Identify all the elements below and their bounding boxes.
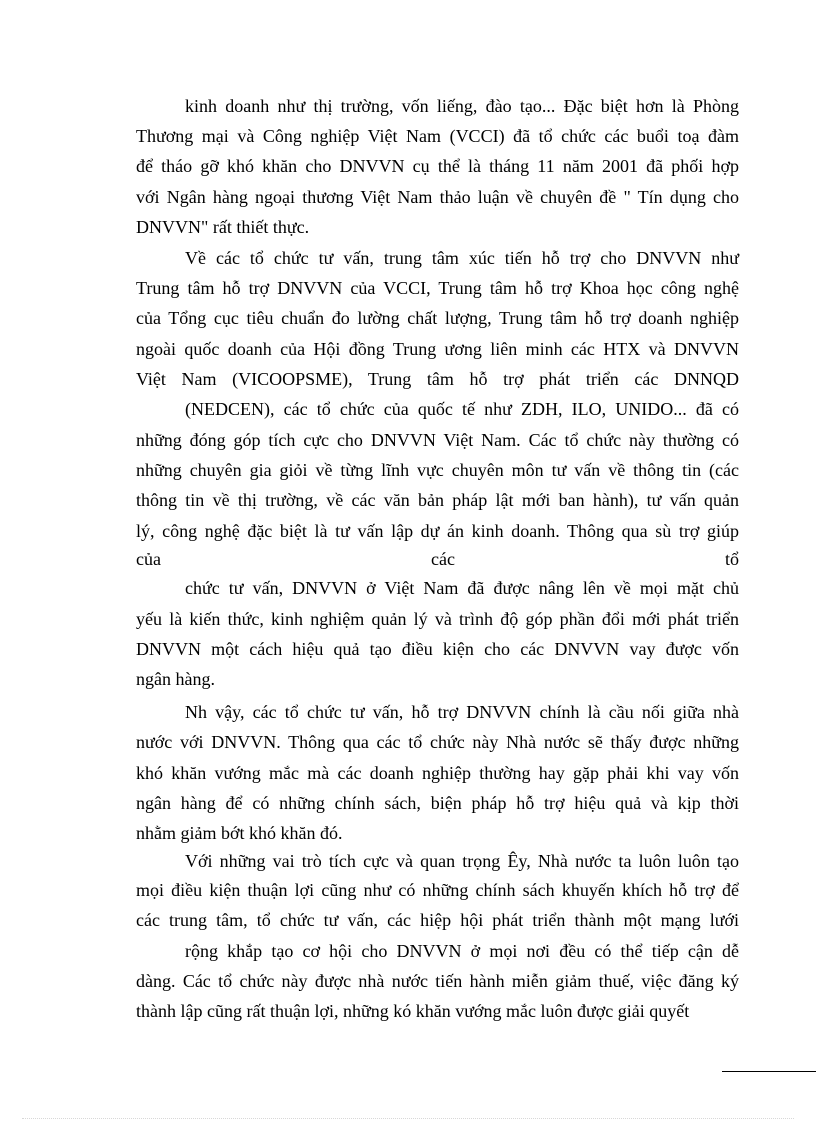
- page-edge-divider: [22, 1118, 794, 1119]
- text-line: nhằm giảm bớt khó khăn đó.: [136, 823, 343, 843]
- text-line: ngân hàng để có những chính sách, biện pháp hỗ trợ hiệu quả và kịp thời: [136, 793, 739, 813]
- text-line: của Tổng cục tiêu chuẩn đo lường chất lượng, Trung tâm hỗ trợ doanh nghiệp: [136, 308, 739, 328]
- text-line: thành lập cũng rất thuận lợi, những kó khăn vướng mắc luôn được giải quyết: [136, 1001, 690, 1021]
- text-line: mọi điều kiện thuận lợi cũng như có những chính sách khuyến khích hỗ trợ để: [136, 880, 739, 900]
- text-line: nước với DNVVN. Thông qua các tổ chức này Nhà nước sẽ thấy được những: [136, 732, 739, 752]
- text-line: lý, công nghệ đặc biệt là tư vấn lập dự án kinh doanh. Thông qua sù trợ giúp: [136, 521, 739, 541]
- text-line: ngoài quốc doanh của Hội đồng Trung ương liên minh các HTX và DNVVN: [136, 339, 739, 359]
- text-line: yếu là kiến thức, kinh nghiệm quản lý và trình độ góp phần đổi mới phát triển: [136, 609, 739, 629]
- text-line: các trung tâm, tổ chức tư vấn, các hiệp hội phát triển thành một mạng lưới: [136, 910, 739, 930]
- text-line: (NEDCEN), các tổ chức của quốc tế như ZDH, ILO, UNIDO... đã có: [185, 399, 739, 419]
- text-line: Về các tổ chức tư vấn, trung tâm xúc tiến hỗ trợ cho DNVVN như: [185, 248, 739, 268]
- text-line: Thương mại và Công nghiệp Việt Nam (VCCI) đã tổ chức các buổi toạ đàm: [136, 126, 739, 146]
- text-line: dàng. Các tổ chức này được nhà nước tiến hành miễn giảm thuế, việc đăng ký: [136, 971, 739, 991]
- text-line: khó khăn vướng mắc mà các doanh nghiệp thường hay gặp phải khi vay vốn: [136, 763, 739, 783]
- text-line: DNVVN một cách hiệu quả tạo điều kiện cho các DNVVN vay được vốn: [136, 639, 739, 659]
- text-line: kinh doanh như thị trường, vốn liếng, đào tạo... Đặc biệt hơn là Phòng: [185, 96, 739, 116]
- text-line: rộng khắp tạo cơ hội cho DNVVN ở mọi nơi đều có thể tiếp cận dễ: [185, 941, 739, 961]
- text-line: DNVVN" rất thiết thực.: [136, 217, 310, 237]
- footnote-separator: [722, 1071, 816, 1072]
- text-line: để tháo gỡ khó khăn cho DNVVN cụ thể là tháng 11 năm 2001 đã phối hợp: [136, 156, 739, 176]
- text-line: Nh vậy, các tổ chức tư vấn, hỗ trợ DNVVN chính là cầu nối giữa nhà: [185, 702, 739, 722]
- text-line: chức tư vấn, DNVVN ở Việt Nam đã được nâng lên về mọi mặt chủ: [185, 578, 739, 598]
- text-line: những chuyên gia giỏi về từng lĩnh vực chuyên môn tư vấn về thông tin (các: [136, 460, 739, 480]
- text-line: với Ngân hàng ngoại thương Việt Nam thảo luận về chuyên đề " Tín dụng cho: [136, 187, 739, 207]
- text-line: Việt Nam (VICOOPSME), Trung tâm hỗ trợ phát triển các DNNQD: [136, 369, 739, 389]
- text-line: của các tổ: [136, 549, 739, 569]
- text-line: Với những vai trò tích cực và quan trọng Êy, Nhà nước ta luôn luôn tạo: [185, 851, 739, 871]
- text-line: Trung tâm hỗ trợ DNVVN của VCCI, Trung tâm hỗ trợ Khoa học công nghệ: [136, 278, 739, 298]
- text-line: thông tin về thị trường, về các văn bản pháp lật mới ban hành), tư vấn quản: [136, 490, 739, 510]
- text-line: những đóng góp tích cực cho DNVVN Việt Nam. Các tổ chức này thường có: [136, 430, 739, 450]
- text-line: ngân hàng.: [136, 669, 215, 689]
